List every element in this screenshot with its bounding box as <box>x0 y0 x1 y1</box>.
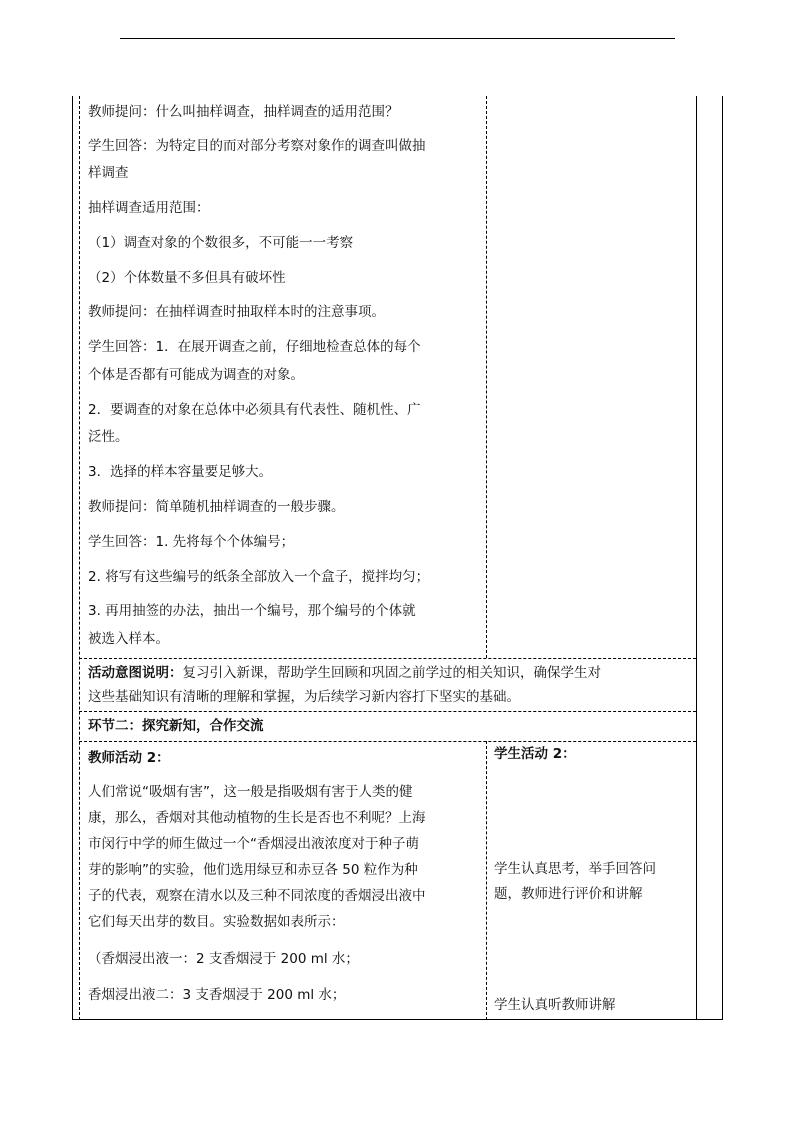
teacher-text-line: （香烟浸出液一：2 支香烟浸于 200 ml 水； <box>88 951 359 967</box>
column-divider-bottom <box>486 741 487 1020</box>
inner-left-border <box>79 96 80 1020</box>
dialogue-line: 教师提问：在抽样调查时抽取样本时的注意事项。 <box>88 304 385 320</box>
teacher-text-line: 子的代表，观察在清水以及三种不同浓度的香烟浸出液中 <box>88 888 426 904</box>
teacher-text-line: 康，那么，香烟对其他动植物的生长是否也不利呢？上海 <box>88 810 426 826</box>
table-inner-right-border <box>696 96 697 1020</box>
student-activity-text-1b: 题，教师进行评价和讲解 <box>494 886 643 902</box>
dialogue-line: 学生回答：1．在展开调查之前，仔细地检查总体的每个 <box>88 339 421 355</box>
table-bottom-border <box>72 1019 722 1020</box>
row-rule-2 <box>79 711 696 712</box>
dialogue-line: 2. 将写有这些编号的纸条全部放入一个盒子，搅拌均匀； <box>88 569 430 585</box>
dialogue-line: 学生回答：1. 先将每个个体编号； <box>88 534 295 550</box>
row-rule-1 <box>79 658 696 659</box>
intent-line-2: 这些基础知识有清晰的理解和掌握，为后续学习新内容打下坚实的基础。 <box>88 689 520 705</box>
intent-text: 复习引入新课，帮助学生回顾和巩固之前学过的相关知识，确保学生对 <box>182 665 601 681</box>
section-title: 环节二：探究新知，合作交流 <box>88 718 264 734</box>
dialogue-line: 教师提问：简单随机抽样调查的一般步骤。 <box>88 499 345 515</box>
header-rule <box>120 38 675 39</box>
teacher-text-line: 市闵行中学的师生做过一个“香烟浸出液浓度对于种子萌 <box>88 836 419 852</box>
teacher-text-line: 香烟浸出液二：3 支香烟浸于 200 ml 水； <box>88 987 346 1003</box>
dialogue-line: （1）调查对象的个数很多，不可能一一考察 <box>88 235 354 251</box>
table-right-border <box>722 96 723 1020</box>
dialogue-line: 个体是否都有可能成为调查的对象。 <box>88 367 304 383</box>
student-activity-text-2: 学生认真听教师讲解 <box>494 997 616 1013</box>
dialogue-line: 学生回答：为特定目的而对部分考察对象作的调查叫做抽 <box>88 138 426 154</box>
teacher-activity-title: 教师活动 2： <box>88 750 170 766</box>
dialogue-line: 3. 再用抽签的办法，抽出一个编号，那个编号的个体就 <box>88 603 416 619</box>
student-activity-text-1a: 学生认真思考，举手回答问 <box>494 861 656 877</box>
table-left-border <box>72 96 73 1020</box>
dialogue-line: 3．选择的样本容量要足够大。 <box>88 464 273 480</box>
dialogue-line: （2）个体数量不多但具有破坏性 <box>88 270 286 286</box>
row-rule-3 <box>79 741 696 742</box>
teacher-text-line: 它们每天出芽的数目。实验数据如表所示： <box>88 914 345 930</box>
dialogue-line: 被选入样本。 <box>88 631 169 647</box>
teacher-text-line: 人们常说“吸烟有害”，这一般是指吸烟有害于人类的健 <box>88 784 413 800</box>
dialogue-line: 2．要调查的对象在总体中必须具有代表性、随机性、广 <box>88 402 421 418</box>
teacher-text-line: 芽的影响”的实验，他们选用绿豆和赤豆各 50 粒作为种 <box>88 862 418 878</box>
dialogue-line: 教师提问：什么叫抽样调查，抽样调查的适用范围？ <box>88 104 399 120</box>
intent-line-1 <box>88 660 601 686</box>
dialogue-line: 样调查 <box>88 165 129 181</box>
column-divider-top <box>486 96 487 658</box>
intent-label: 活动意图说明： <box>88 665 183 681</box>
student-activity-title: 学生活动 2： <box>494 746 576 762</box>
dialogue-line: 抽样调查适用范围： <box>88 200 210 216</box>
dialogue-line: 泛性。 <box>88 429 129 445</box>
